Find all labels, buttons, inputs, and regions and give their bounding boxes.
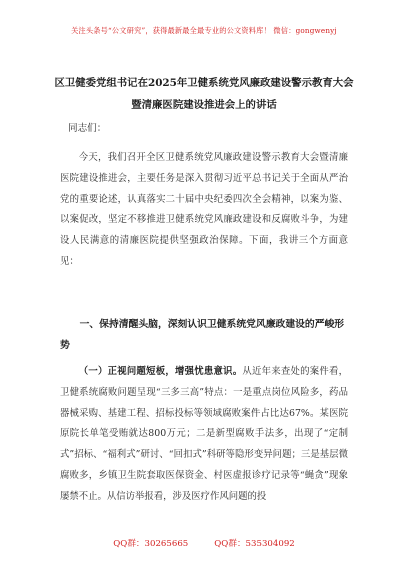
document-title: 区卫健委党组书记在2025年卫健系统党风廉政建设警示教育大会暨清廉医院建设推进会上的讲话 — [54, 77, 354, 111]
footer-qq-group-2: QQ群：535304092 — [214, 539, 295, 549]
sub-heading: （一）正视问题短板，增强忧患意识。 — [78, 366, 243, 377]
body-paragraph — [60, 362, 348, 508]
body-text: 从近年来查处的案件看，卫健系统腐败问题呈现“三多三高”特点：一是重点岗位风险多，药品器械采购、基建工程、招标投标等领域腐败案件占比达67%。某医院原院长单笔受贿就达800万元；二是新型腐败手法多，出现了“定制式”招标、“福利式”研讨、“回扣式”科研等隐形变异问题；三是基层微腐败多，乡镇卫生院套取医保资金、村医虚报诊疗记录等“蝇贪”现象屡禁不止。从信访举报看，涉及医疗作风问题的投 — [60, 366, 348, 502]
footer — [0, 537, 408, 549]
top-banner: 关注头条号“公文研究”，获得最新最全最专业的公文资料库！ 微信：gongwenyj — [71, 26, 337, 35]
section-heading: 一、保持清醒头脑，深刻认识卫健系统党风廉政建设的严峻形势 — [60, 319, 345, 351]
intro-paragraph: 今天，我们召开全区卫健系统党风廉政建设警示教育大会暨清廉医院建设推进会，主要任务是深入贯彻习近平总书记关于全面从严治党的重要论述，认真落实二十届中央纪委四次全会精神，以案为鉴、以案促改，坚定不移推进卫健系统党风廉政建设和反腐败斗争，为建设人民满意的清廉医院提供坚强政治保障。下面，我讲三个方面意见： — [60, 152, 348, 267]
footer-qq-group-1: QQ群：30265665 — [113, 539, 189, 549]
salutation: 同志们： — [68, 123, 107, 134]
